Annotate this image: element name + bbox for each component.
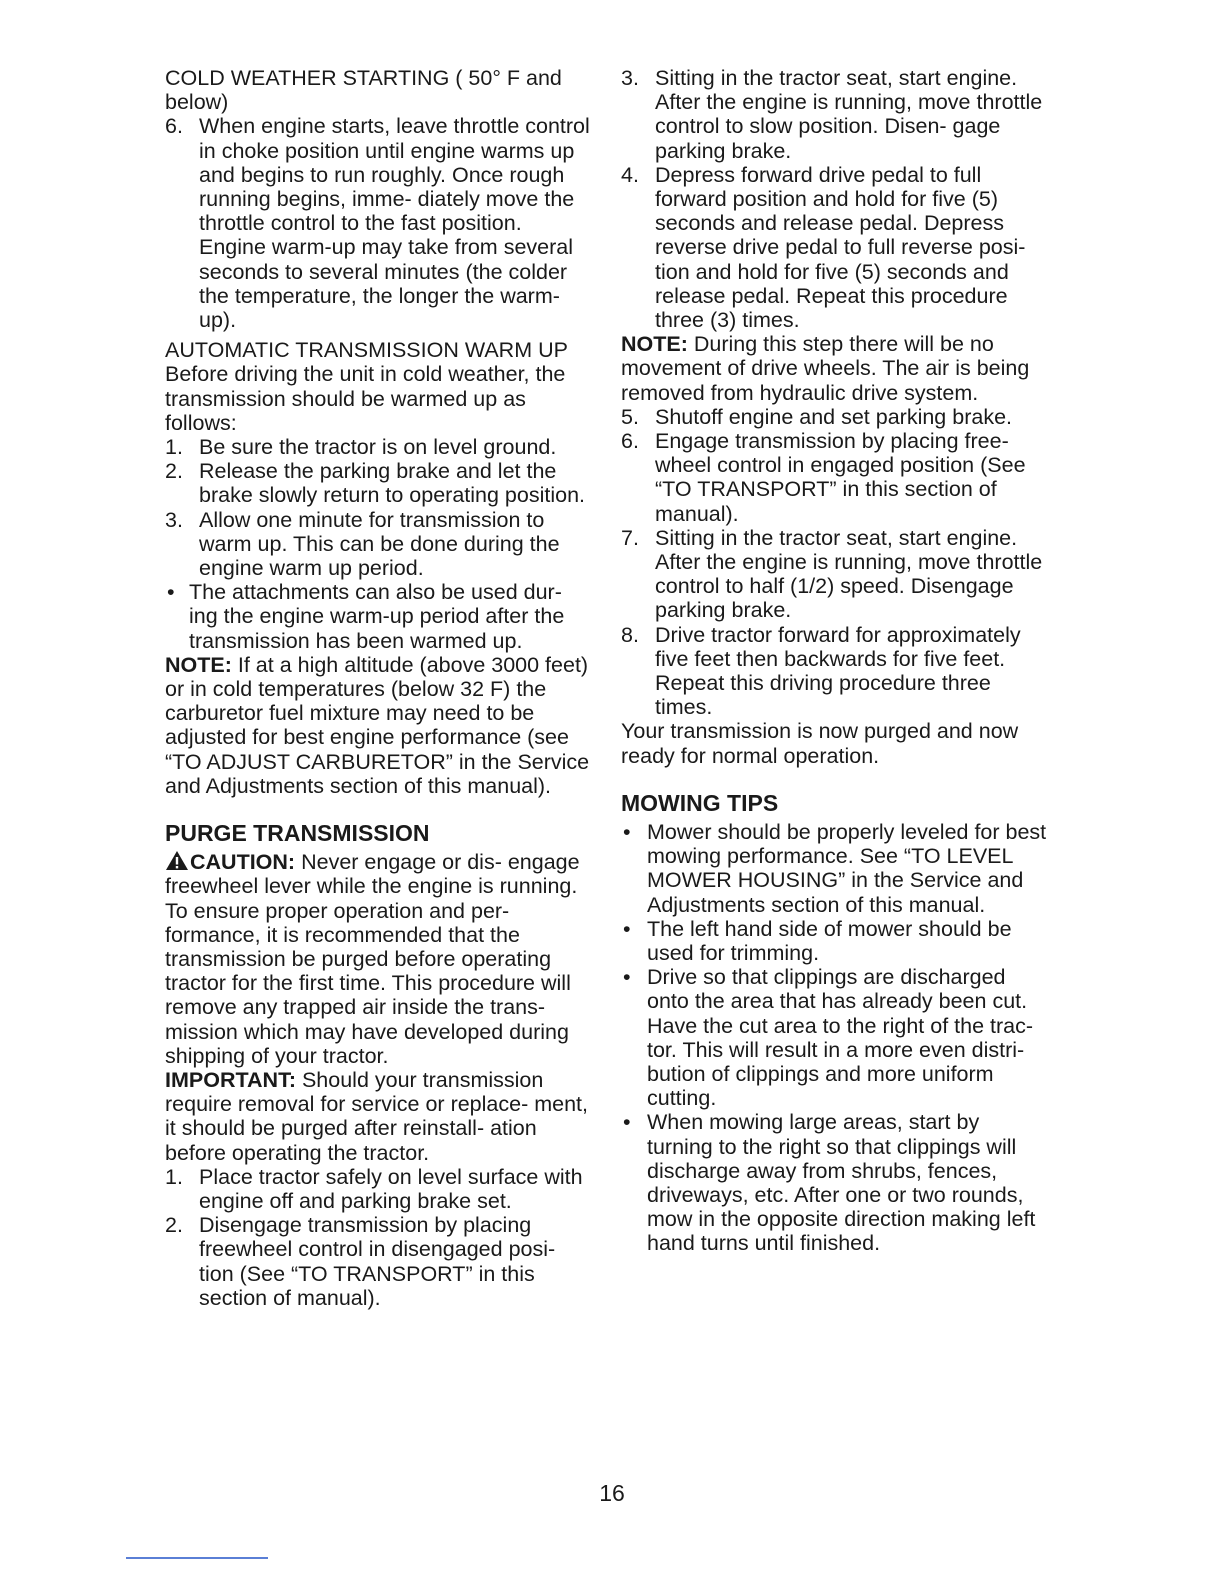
list-item: 6. Engage transmission by placing free- wheel control in engaged position (See “TO TRANSPORT” in this section of manual). xyxy=(621,429,1026,526)
right-column xyxy=(621,66,1049,1256)
footer-rule xyxy=(126,1557,268,1559)
caution-triangle-icon xyxy=(165,850,189,871)
list-item: 8. Drive tractor forward for approximately five feet then backwards for five feet. Repeat this driving procedure three times. xyxy=(621,622,1021,720)
caution-paragraph: CAUTION: Never engage or dis- engage freewheel lever while the engine is running. xyxy=(165,850,580,899)
important-paragraph: IMPORTANT: Should your transmission require removal for service or replace- ment, it should be purged after reinstall- ation before operating the tractor. xyxy=(165,1067,588,1165)
list-item: 1. Be sure the tractor is on level ground. xyxy=(165,435,557,460)
list-item: 7. Sitting in the tractor seat, start engine. After the engine is running, move throttle control to half (1/2) speed. Disengage parking brake. xyxy=(621,525,1043,623)
bullet-item: • Drive so that clippings are discharged onto the area that has already been cut. Have the cut area to the right of the trac- tor. This will result in a more even distri- bution of clippings and more uniform cutting. xyxy=(623,965,1034,1111)
page-number: 16 xyxy=(599,1480,625,1506)
mowing-tips-heading: MOWING TIPS xyxy=(621,789,779,816)
left-column xyxy=(165,66,590,1310)
list-item: 3. Sitting in the tractor seat, start engine. After the engine is running, move throttle control to slow position. Disen- gage parking brake. xyxy=(621,66,1043,163)
list-item: 5. Shutoff engine and set parking brake. xyxy=(621,404,1012,429)
list-item: 1. Place tractor safely on level surface with engine off and parking brake set. xyxy=(165,1164,583,1213)
list-item: 2. Release the parking brake and let the brake slowly return to operating position. xyxy=(165,459,586,508)
auto-warmup-heading: AUTOMATIC TRANSMISSION WARM UP xyxy=(165,338,568,363)
bullet-item: • Mower should be properly leveled for best mowing performance. See “TO LEVEL MOWER HOUSING” in the Service and Adjustments section of this manual. xyxy=(623,819,1047,917)
cold-weather-heading: COLD WEATHER STARTING ( 50° F and below) xyxy=(165,66,562,115)
list-item: 3. Allow one minute for transmission to warm up. This can be done during the engine warm up period. xyxy=(165,507,560,581)
list-item: 6. When engine starts, leave throttle control in choke position until engine warms up and begins to run roughly. Once rough running begins, imme- diately move the throttle control to the fast position. Engine warm-up may take from several seconds to several minutes (the colder the temperature, the longer the warm-up). xyxy=(165,114,590,333)
purge-transmission-heading: PURGE TRANSMISSION xyxy=(165,820,430,847)
bullet-item: • The left hand side of mower should be used for trimming. xyxy=(623,916,1012,965)
note-paragraph: NOTE: If at a high altitude (above 3000 feet) or in cold temperatures (below 32 F) the carburetor fuel mixture may need to be adjusted for best engine performance (see “TO ADJUST CARBURETOR” in the Service and Adjustments section of this manual). xyxy=(165,652,590,798)
bullet-item: • When mowing large areas, start by turning to the right so that clippings will discharge away from shrubs, fences, driveways, etc. After one or two rounds, mow in the opposite direction making left hand turns until finished. xyxy=(623,1110,1036,1256)
list-item: 4. Depress forward drive pedal to full forward position and hold for five (5) seconds and release pedal. Depress reverse drive pedal to full reverse posi- tion and hold for five (5) seconds and release pedal. Repeat this procedure three (3) times. xyxy=(621,162,1026,333)
bullet-item: • The attachments can also be used dur- ing the engine warm-up period after the transmission has been warmed up. xyxy=(167,580,565,653)
purge-outro: Your transmission is now purged and now ready for normal operation. xyxy=(621,719,1019,768)
note-paragraph: NOTE: During this step there will be no movement of drive wheels. The air is being removed from hydraulic drive system. xyxy=(621,332,1030,405)
auto-warmup-intro: Before driving the unit in cold weather, the transmission should be warmed up as follows: xyxy=(165,362,566,435)
purge-intro: To ensure proper operation and per- formance, it is recommended that the transmission be purged before operating tractor for the first time. This procedure will remove any trapped air inside the trans- mission which may have developed during shipping of your tractor. xyxy=(165,898,571,1068)
list-item: 2. Disengage transmission by placing freewheel control in disengaged posi- tion (See “TO TRANSPORT” in this section of manual). xyxy=(165,1213,556,1310)
